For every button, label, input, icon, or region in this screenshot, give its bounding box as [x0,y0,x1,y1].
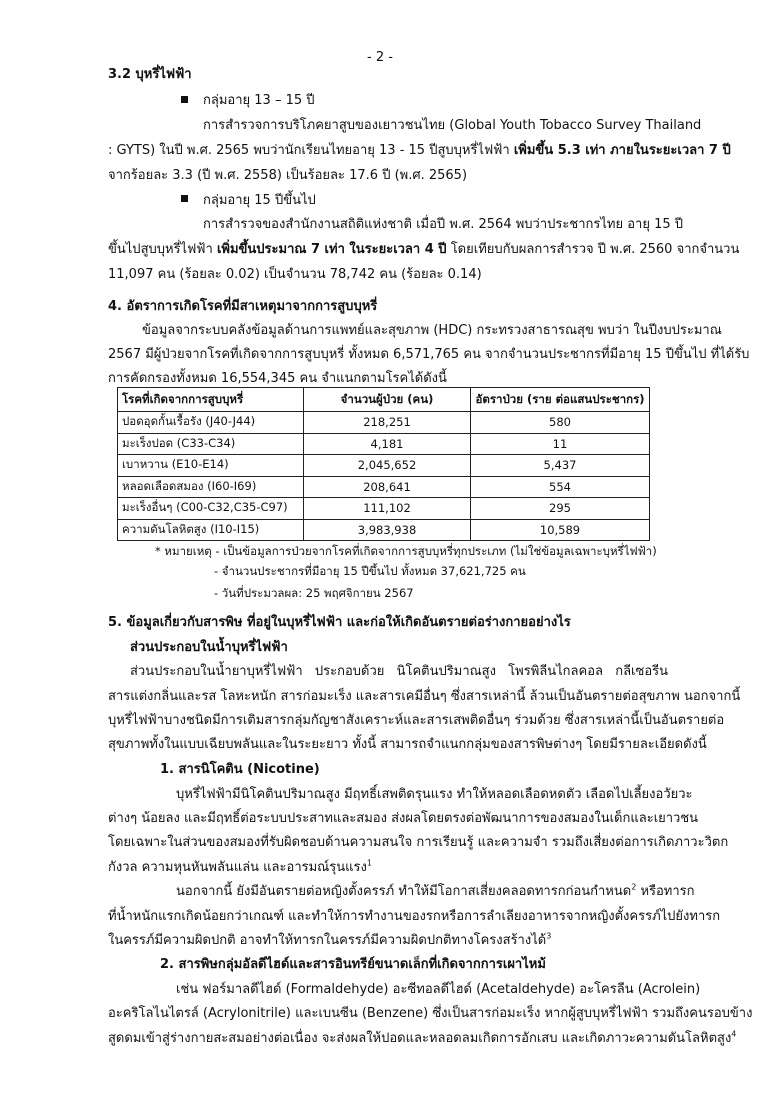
disease-cell: หลอดเลือดสมอง (I60-I69) [118,476,304,498]
section-3-2-heading: 3.2 บุหรี่ไฟฟ้า [108,67,192,82]
nso-line-2 [108,239,740,261]
patients-cell: 2,045,652 [304,455,471,477]
nso-line-2-text-a: ขึ้นไปสูบบุหรี่ไฟฟ้า [108,242,213,257]
pregnancy-line-2: ที่น้ำหนักแรกเกิดน้อยกว่าเกณฑ์ และทำให้การทำงานของรกหรือการลำเลียงอาหารจากหญิงตั้งครรภ์ไปยังทารก [108,909,721,924]
rate-cell: 554 [471,476,650,498]
nso-line-1: การสำรวจของสำนักงานสถิติแห่งชาติ เมื่อปี พ.ศ. 2564 พบว่าประชากรไทย อายุ 15 ปี [203,217,683,232]
table-header-row [118,388,650,412]
nicotine-line-2: ต่างๆ น้อยลง และมีฤทธิ์ต่อระบบประสาทและสมอง ส่งผลโดยตรงต่อพัฒนาการของสมองในเด็กและเยาวชน [108,811,699,826]
table-row [118,455,650,477]
pregnancy-line-1 [176,881,695,903]
pregnancy-line-1-text-b: หรือทารก [640,884,695,899]
patients-cell: 3,983,938 [304,519,471,541]
rate-cell: 580 [471,412,650,434]
disease-table [117,387,650,541]
nso-increase-highlight: เพิ่มขึ้นประมาณ 7 เท่า ในระยะเวลา 4 ปี [216,242,447,257]
footnote-ref: 3 [546,931,552,941]
disease-cell: เบาหวาน (E10-E14) [118,455,304,477]
hdc-line-1: ข้อมูลจากระบบคลังข้อมูลด้านการแพทย์และสุขภาพ (HDC) กระทรวงสาธารณสุข พบว่า ในปีงบประมาณ [142,323,722,338]
nso-line-2-text-b: โดยเทียบกับผลการสำรวจ ปี พ.ศ. 2560 จากจำนวน [450,242,740,257]
table-row [118,476,650,498]
rate-cell: 10,589 [471,519,650,541]
hdc-line-2: 2567 มีผู้ป่วยจากโรคที่เกิดจากการสูบบุหรี่ ทั้งหมด 6,571,765 คน จากจำนวนประชากรที่มีอายุ 15 ปีขึ้นไป ที่ได้รับ [108,347,750,362]
intro-line-3: บุหรี่ไฟฟ้าบางชนิดมีการเติมสารกลุ่มกัญชาสังเคราะห์และสารเสพติดอื่นๆ ร่วมด้วย ซึ่งสารเหล่านี้เป็นอันตรายต่อ [108,713,725,728]
nicotine-line-1: บุหรี่ไฟฟ้ามีนิโคตินปริมาณสูง มีฤทธิ์เสพติดรุนแรง ทำให้หลอดเลือดหดตัว เลือดไปเลี้ยงอวัยวะ [176,787,693,802]
table-row [118,412,650,434]
nicotine-heading: 1. สารนิโคติน (Nicotine) [160,762,320,777]
gyts-line-2-text: : GYTS) ในปี พ.ศ. 2565 พบว่านักเรียนไทยอายุ 13 - 15 ปีสูบบุหรี่ไฟฟ้า [108,143,510,158]
gyts-line-1: การสำรวจการบริโภคยาสูบของเยาวชนไทย (Global Youth Tobacco Survey Thailand [203,118,702,133]
section-4-heading: 4. อัตราการเกิดโรคที่มีสาเหตุมาจากการสูบบุหรี่ [108,299,378,314]
patients-cell: 4,181 [304,433,471,455]
gyts-line-2 [108,140,731,162]
column-header-disease: โรคที่เกิดจากการสูบบุหรี่ [118,388,304,412]
section-5-heading: 5. ข้อมูลเกี่ยวกับสารพิษ ที่อยู่ในบุหรี่ไฟฟ้า และก่อให้เกิดอันตรายต่อร่างกายอย่างไร [108,615,571,630]
rate-cell: 295 [471,498,650,520]
pregnancy-line-3 [108,930,668,952]
table-row [118,498,650,520]
aldehyde-line-1: เช่น ฟอร์มาลดีไฮด์ (Formaldehyde) อะซีทอลดีไฮด์ (Acetaldehyde) อะโครลีน (Acrolein) [176,982,701,997]
intro-line-1: ส่วนประกอบในน้ำยาบุหรี่ไฟฟ้า ประกอบด้วย นิโคตินปริมาณสูง โพรพิลีนไกลคอล กลีเซอรีน [130,664,668,679]
aldehyde-heading: 2. สารพิษกลุ่มอัลดีไฮด์และสารอินทรีย์ขนาดเล็กที่เกิดจากการเผาไหม้ [160,957,546,972]
aldehyde-line-3-text: สูดดมเข้าสู่ร่างกายสะสมอย่างต่อเนื่อง จะส่งผลให้ปอดและหลอดลมเกิดการอักเสบ และเกิดภาวะความดันโลหิตสูง [108,1031,732,1046]
nicotine-line-4-text: กังวล ความหุนหันพลันแล่น และอารมณ์รุนแรง [108,860,367,875]
patients-cell: 111,102 [304,498,471,520]
intro-line-4: สุขภาพทั้งในแบบเฉียบพลันและในระยะยาว ทั้งนี้ สามารถจำแนกกลุ่มของสารพิษต่างๆ โดยมีรายละเอียดดังนี้ [108,737,707,752]
nicotine-line-3: โดยเฉพาะในส่วนของสมองที่รับผิดชอบด้านความสนใจ การเรียนรู้ และความจำ รวมถึงเสี่ยงต่อการเกิดภาวะวิตก [108,835,729,850]
table-note-1: * หมายเหตุ - เป็นข้อมูลการป่วยจากโรคที่เกิดจากการสูบบุหรี่ทุกประเภท (ไม่ใช่ข้อมูลเฉพาะบุหรี่ไฟฟ้า) [155,544,657,558]
aldehyde-line-3 [108,1028,737,1050]
nicotine-line-4 [108,857,668,879]
footnote-ref: 4 [731,1029,737,1039]
section-5-subheading: ส่วนประกอบในน้ำบุหรี่ไฟฟ้า [130,640,288,655]
table-note-2: - จำนวนประชากรที่มีอายุ 15 ปีขึ้นไป ทั้งหมด 37,621,725 คน [214,564,526,578]
rate-cell: 5,437 [471,455,650,477]
aldehyde-line-2: อะคริโลไนไตรล์ (Acrylonitrile) และเบนซีน (Benzene) ซึ่งเป็นสารก่อมะเร็ง หากผู้สูบบุหรี่ไฟฟ้า รวมถึงคนรอบข้าง [108,1006,753,1021]
disease-cell: ความดันโลหิตสูง (I10-I15) [118,519,304,541]
footnote-ref: 1 [366,858,372,868]
rate-cell: 11 [471,433,650,455]
disease-cell: มะเร็งอื่นๆ (C00-C32,C35-C97) [118,498,304,520]
gyts-line-3: จากร้อยละ 3.3 (ปี พ.ศ. 2558) เป็นร้อยละ 17.6 ปี (พ.ศ. 2565) [108,168,468,183]
disease-cell: มะเร็งปอด (C33-C34) [118,433,304,455]
table-row [118,433,650,455]
intro-line-2: สารแต่งกลิ่นและรส โลหะหนัก สารก่อมะเร็ง และสารเคมีอื่นๆ ซึ่งสารเหล่านี้ ล้วนเป็นอันตรายต่อสุขภาพ นอกจากนี้ [108,689,741,704]
footnote-ref: 2 [631,882,637,892]
column-header-patients: จำนวนผู้ป่วย (คน) [304,388,471,412]
table-row [118,519,650,541]
pregnancy-line-1-text: นอกจากนี้ ยังมีอันตรายต่อหญิงตั้งครรภ์ ทำให้มีโอกาสเสี่ยงคลอดทารกก่อนกำหนด [176,884,632,899]
table-note-3: - วันที่ประมวลผล: 25 พฤศจิกายน 2567 [214,586,414,600]
nso-line-3: 11,097 คน (ร้อยละ 0.02) เป็นจำนวน 78,742 คน (ร้อยละ 0.14) [108,267,482,282]
pregnancy-line-3-text: ในครรภ์มีความผิดปกติ อาจทำให้ทารกในครรภ์มีความผิดปกติทางโครงสร้างได้ [108,933,547,948]
hdc-line-3: การคัดกรองทั้งหมด 16,554,345 คน จำแนกตามโรคได้ดังนี้ [108,371,447,386]
gyts-increase-highlight: เพิ่มขึ้น 5.3 เท่า ภายในระยะเวลา 7 ปี [513,143,731,158]
age-group-15-plus-label: กลุ่มอายุ 15 ปีขึ้นไป [203,193,316,208]
patients-cell: 208,641 [304,476,471,498]
square-bullet-icon [181,96,188,103]
column-header-rate: อัตราป่วย (ราย ต่อแสนประชากร) [471,388,650,412]
age-group-13-15-label: กลุ่มอายุ 13 – 15 ปี [203,93,315,108]
page-number: - 2 - [367,50,393,65]
patients-cell: 218,251 [304,412,471,434]
disease-cell: ปอดอุดกั้นเรื้อรัง (J40-J44) [118,412,304,434]
square-bullet-icon [181,195,188,202]
